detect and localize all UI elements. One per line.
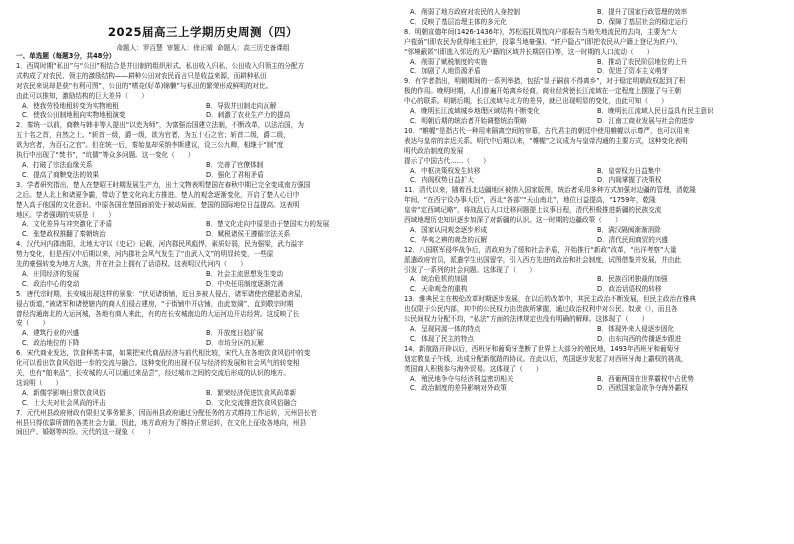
question-text-line: 7．元代州县政府财政有限但又事务繁多，因而州县政府通过分配任务的方式维持工作运转，元州县长官 xyxy=(16,408,317,417)
question-text-line: 12．八国联军侵华战争后，清政府为了缓和社会矛盾，开始推行“新政”改革，“出洋考察”大量 xyxy=(404,245,677,254)
answer-option: B．推动了农民阶层地位的上升 xyxy=(597,57,688,66)
answer-option: D．江南工商业发展与社会的进步 xyxy=(597,116,695,125)
question-block xyxy=(404,186,784,245)
answer-option: B．导致井田制走向瓦解 xyxy=(206,101,277,110)
answer-option: D．强化了君相矛盾 xyxy=(206,170,264,179)
answer-option: B．满汉隔阂渐渐消除 xyxy=(597,225,661,234)
question-block xyxy=(404,295,784,345)
answer-option: C．体现了民主的特点 xyxy=(410,334,474,343)
answer-option: A．使我劳役地租转变为实物地租 xyxy=(22,101,119,110)
answer-options xyxy=(16,329,390,349)
answer-option: A．统治危机的加剧 xyxy=(410,275,468,284)
answer-options xyxy=(404,325,784,345)
question-text-line: 提示了中国古代……（ ） xyxy=(404,156,490,165)
answer-option: B．提升了国家行政管理的效率 xyxy=(597,8,688,16)
answer-option: D．内阁掌握了决策权 xyxy=(597,176,662,185)
answer-option: C．政治中心的变动 xyxy=(22,279,80,288)
question-text-line: 14．新航路开辟以后，西班牙和葡萄牙垄断了世界上大部分的殖民地，1493年西班牙和葡萄牙 xyxy=(404,344,680,353)
answer-option: D．市坊分区的瓦解 xyxy=(206,339,264,348)
question-text-line: 之后。楚人北上和诸夏争霸，带动了楚文化向北方推进。楚人的观念逐渐变化，开启了楚人心目中 xyxy=(16,190,300,199)
answer-options xyxy=(404,107,784,127)
question-text-line: 对农民来说却是获“有利可图”，公田的“嗜竞(好革)锦懒”与私田的繁荣形成鲜明的对比。 xyxy=(16,81,273,90)
question-block xyxy=(404,77,784,127)
answer-option: D．保障了基层社会的稳定运行 xyxy=(597,17,688,26)
answer-option: A．削弱了地方政府对农民的人身控制 xyxy=(410,8,521,16)
question-text-line: 极的作用。晚明时期，人们普遍开始离乡经商，商业经营使长江流域在一定程度上摆脱了与王朝 xyxy=(404,87,681,96)
answer-options xyxy=(404,375,784,395)
question-text-line: 8．明朝宣德年间(1426-1436年)，苏松巡抚周忱向户部报告当地失地流民的去向，主要为“大 xyxy=(404,27,677,36)
question-text-line: 安（ ） xyxy=(16,319,49,328)
answer-option: D．西欧国家急欲争夺海外霸权 xyxy=(597,384,688,393)
answer-option: B．开放度日趋扩展 xyxy=(206,329,264,338)
answer-option: B．西葡两国在世界霸权中占优势 xyxy=(597,374,694,383)
question-text-line: 英国商人积极参与海外贸易。这体现了（ ） xyxy=(404,364,543,373)
answer-option: B．体现外来人侵逐步固化 xyxy=(597,325,675,333)
question-text-line: 派遣政府官员，派遣学生出国留学，引入西方先进的政治和社会制度，试图借鉴并发展，并由此 xyxy=(404,255,681,264)
answer-option: C．提高了商鞅变法的效果 xyxy=(22,170,100,179)
answer-option: C．明朝后期的统治者开始调整统治策略 xyxy=(410,116,527,125)
question-block xyxy=(16,181,390,240)
answer-option: C．反映了基层治理主体的多元化 xyxy=(410,17,507,26)
question-text-line: 这说明（ ） xyxy=(16,378,63,387)
question-text-line: 11．清代以来，随着西北边疆地区被纳入国家版图，统治者采用多种方式加强对边疆的管理，清乾隆 xyxy=(404,186,696,195)
answer-option: C．政治制度的差异影响对外政策 xyxy=(410,384,507,393)
answer-options xyxy=(16,102,390,122)
answer-option: C．士大夫对社会风尚的评击 xyxy=(22,398,106,407)
answer-option: A．呈现同源一体的特点 xyxy=(410,325,481,333)
answer-option: B．完善了官僚体制 xyxy=(206,160,264,169)
question-text-line: 划定教皇子午线，达成分配新航路的协议。在此以后，英国逐步发起了对西班牙海上霸权的挑战， xyxy=(404,354,688,363)
answer-option: C．使我公田制地租向实物地租演变 xyxy=(22,111,126,120)
right-question-list xyxy=(404,8,784,394)
answer-option: D．中央任用制度逐渐完善 xyxy=(206,279,284,288)
answer-option: B．社会主流思想发生变动 xyxy=(206,269,284,278)
question-block xyxy=(404,127,784,186)
question-text-line: 6．宋代商业发达，饮食种类丰富，如果把宋代商品经济与前代相比较，宋代人在各地饮食风俗中的变 xyxy=(16,349,311,358)
question-block xyxy=(16,62,390,121)
question-text-line: 势力变化，但是西汉中后期以来，河内郡社会风气发生了“由武入文”的明显转变，一些原 xyxy=(16,250,274,259)
answer-option: A．削弱了赋税制度的实施 xyxy=(410,57,488,66)
answer-option: D．刺激了农业生产力的提高 xyxy=(206,111,291,120)
author-line: 命题人：罗百慧 审题人：徐正晴 命题人：高三历史备课组 xyxy=(116,44,290,52)
page-title: 2025届高三上学期历史周测（四） xyxy=(107,25,298,39)
question-block xyxy=(16,409,390,439)
left-question-list xyxy=(16,62,390,438)
question-text-line: 引发了一系列的社会问题。这体现了（ ） xyxy=(404,265,536,274)
question-text-line: 曾经沟通南北的大运河城，各地有商人来此，有的在长安城南边的大运河边开店经营。这反映了长 xyxy=(16,309,300,318)
question-text-line: 侵占街道，”被诸军和诸使辖内的商人们侵占建房，“于街铺中开店铺，由此宽阔”，直到敬宗时期 xyxy=(16,299,294,308)
answer-option: B．晚明长江流域人民日益具有民主意识 xyxy=(597,107,714,116)
answer-options xyxy=(404,167,784,187)
section-heading: 一、单选题（每题3分，共48分） xyxy=(16,52,116,60)
question-text-line: 楚人高于他国的文化意识。中原各国在楚国面前处于被动局面，楚国的国际地位日益提高。这表明 xyxy=(16,200,300,209)
answer-options xyxy=(404,58,784,78)
question-block xyxy=(16,240,390,290)
question-text-line: 9．有学者指出，明朝期间的一系列举措，包括“显子嗣前不得离乡”，对于稳定明朝政权起到了积 xyxy=(404,77,686,86)
answer-options xyxy=(16,270,390,290)
question-text-line: 也仅限于公民内部，其中的公民权力由贵族所掌握，通过政治权利中对公民、奴隶（），而且各 xyxy=(404,305,678,314)
answer-option: C．张楚政权推翻了秦朝统治 xyxy=(22,230,106,239)
answer-option: A．庄园经济的发展 xyxy=(22,269,80,278)
answer-option: B．繁荣经济促进饮食风尚革新 xyxy=(206,388,297,397)
right-column xyxy=(404,8,784,544)
question-text-line: 户苞荫”(即农民为获得地主庇护，投靠当地豪强)、“匠户隐占”(即把农民从户籍上登记为匠户)、 xyxy=(404,37,682,46)
answer-option: A．国家认同观念逐步形成 xyxy=(410,225,488,234)
question-block xyxy=(404,345,784,395)
question-text-line: 1．西周时期“私田”与“公田”相结合是井田制的组织形式。私田收入归私，公田收入归领主的分配方 xyxy=(16,61,305,70)
answer-option: A．新儒学影响日常饮食风俗 xyxy=(22,388,106,397)
question-text-line: 西域地理历史知识逐步加深了对新疆的认识。这一时期的边疆政策（ ） xyxy=(404,216,622,225)
answer-option: D．赋税诸侯王遵循宗法关系 xyxy=(206,230,291,239)
answer-option: C．华夷之辨的观念的瓦解 xyxy=(410,235,488,244)
answer-option: D．文化交流推进饮食风俗融合 xyxy=(206,398,297,407)
question-text-line: 地区。学者强调的实质是（ ） xyxy=(16,210,115,219)
question-text-line: 州县只得依靠所谓的各类社会力量，因此，地方政府为了维持正常运转，在文化上征收各地向，州县 xyxy=(16,418,307,427)
question-text-line: 中心的联系。明朝后期，长江流域与北方的差异，就已出现明显的变化，由此可知（ ） xyxy=(404,97,668,106)
question-text-line: 3．学者研究指出，楚人在楚昭王时期发展生产力，出土文物表明楚国在春秋中期已完全变成南方强国 xyxy=(16,180,311,189)
left-column xyxy=(16,0,390,544)
question-block xyxy=(16,290,390,349)
question-block xyxy=(404,8,784,28)
question-text-line: 2．秦统一以前，商鞅与韩非等人提出“以吏为师”，为富强治国建立法制，不断改革，以法治国，为 xyxy=(16,121,304,130)
question-block xyxy=(404,28,784,78)
answer-option: A．打破了宗法血缘关系 xyxy=(22,160,93,169)
answer-option: C．天命观念的重构 xyxy=(410,285,468,294)
question-text-line: 公民间权力分配不均，“私法”方面的法律规定也没有明确的解释。这体现了（ ） xyxy=(404,315,649,324)
question-text-line: 间田产、婚姻等纠纷。元代的这一现象（ ） xyxy=(16,428,155,437)
answer-option: C．内阁权势日益扩大 xyxy=(410,176,474,185)
answer-option: D．政治话语权的转移 xyxy=(597,285,662,294)
answer-options xyxy=(404,226,784,246)
answer-options xyxy=(404,275,784,295)
question-text-line: 明代政治制度的发展 xyxy=(404,146,464,155)
answer-options xyxy=(16,161,390,181)
answer-option: A．文化差异与冲突激化了矛盾 xyxy=(22,220,113,229)
answer-option: A．殖民地争夺与经济利益密切相关 xyxy=(410,374,514,383)
question-text-line: 式构成了对农民、领主的激励结构——耕种公田对农民而言只是收益来源，而耕种私田 xyxy=(16,71,267,80)
question-block xyxy=(404,246,784,296)
answer-options xyxy=(16,220,390,240)
question-text-line: 五十名之首，自然之士。“斩首一级，爵一级，欲为官者，为五十石之官；斩首二级，爵二级， xyxy=(16,131,290,140)
answer-option: C．加剧了人地资源矛盾 xyxy=(410,67,481,76)
question-text-line: 表达与皇帝的亲近关系。明代中后期以来，“帷幄”之议成为与皇帝沟通的主要方式，这种变化表明 xyxy=(404,136,688,145)
question-text-line: 先的豪强转变为地方大族，并在社会上拥有了话语权。这表明汉代河内（ ） xyxy=(16,260,247,269)
question-text-line: 关，也有“舶来品”，长安城的人可以通过来品尝”，经过城市之间的交流后形成的认识的地方。 xyxy=(16,369,290,377)
answer-option: B．皇帝权力日益集中 xyxy=(597,166,661,175)
answer-option: C．政治地位的下降 xyxy=(22,339,80,348)
answer-option: B．民族百团独裁的加强 xyxy=(597,275,668,284)
answer-option: A．中枢决策权发生转移 xyxy=(410,166,481,175)
question-text-line: 10．“帷幄”是指古代一种用来隔离空间的帘幕，古代君主的朝廷中使用帷幄以示尊严，也可以用来 xyxy=(404,126,690,135)
question-text-line: 执行中出现了“焚书”，“坑儒”等众多问题。这一变化（ ） xyxy=(16,151,195,160)
question-block xyxy=(16,121,390,180)
question-text-line: 13．雅典民主在梭伦改革时期逐步发展，在以后的改革中，其民主政治不断发展，但民主政治在雅典 xyxy=(404,295,696,304)
question-text-line: 年间，“在西宁设办事大臣”，西北“各部”“天山南北”，地位日益提高，“1759年，乾隆 xyxy=(404,196,656,205)
answer-options xyxy=(16,389,390,409)
answer-option: D．由东向西的传播逐步跟进 xyxy=(597,334,682,343)
question-block xyxy=(16,349,390,408)
answer-option: D．清代民间商贸的兴盛 xyxy=(597,235,669,244)
question-text-line: 4．汉代河内郡南阳，北地太守以《史记》记载，河内郡民风彪悍，素质好弱，民为强梁，武力溢字 xyxy=(16,240,304,249)
question-text-line: “邻境蔽匿”(即逃入邻近的无户籍的区域并长期居住)等，这一时期的人口流动（ ） xyxy=(404,47,654,56)
answer-options xyxy=(404,8,784,28)
answer-option: D．促进了资本主义萌芽 xyxy=(597,67,669,76)
question-text-line: 欲为官者，为百石之官”。但在统一后，秦始皇却采纳李斯建议，设三公九卿，相继于“制”度 xyxy=(16,141,284,150)
answer-option: A．建筑行业的兴盛 xyxy=(22,329,80,338)
answer-option: B．楚文化走向中原是由于楚国实力的发展 xyxy=(206,220,330,229)
answer-option: A．晚明长江流域城乡地理区域结构不断变化 xyxy=(410,107,540,116)
left-column-body xyxy=(16,52,390,438)
question-text-line: 5．唐代宗时期，长安城出现这样的景象：“伏见诸街铺，近日多被人侵占，诸军诸使官健起造舍屋， xyxy=(16,289,308,298)
question-text-line: 由此可以推知，激励结构的巨大差异（ ） xyxy=(16,91,148,100)
question-text-line: 皇帝“定西域记略”，将战乱后人口迁移问题提上议事日程，清代积极推进新疆的民族交流 xyxy=(404,206,662,215)
question-text-line: 化可以看出饮食风俗进一步的交流与融合。这种变化的出现不仅与经济的发展和社会风气的转变相 xyxy=(16,359,300,368)
